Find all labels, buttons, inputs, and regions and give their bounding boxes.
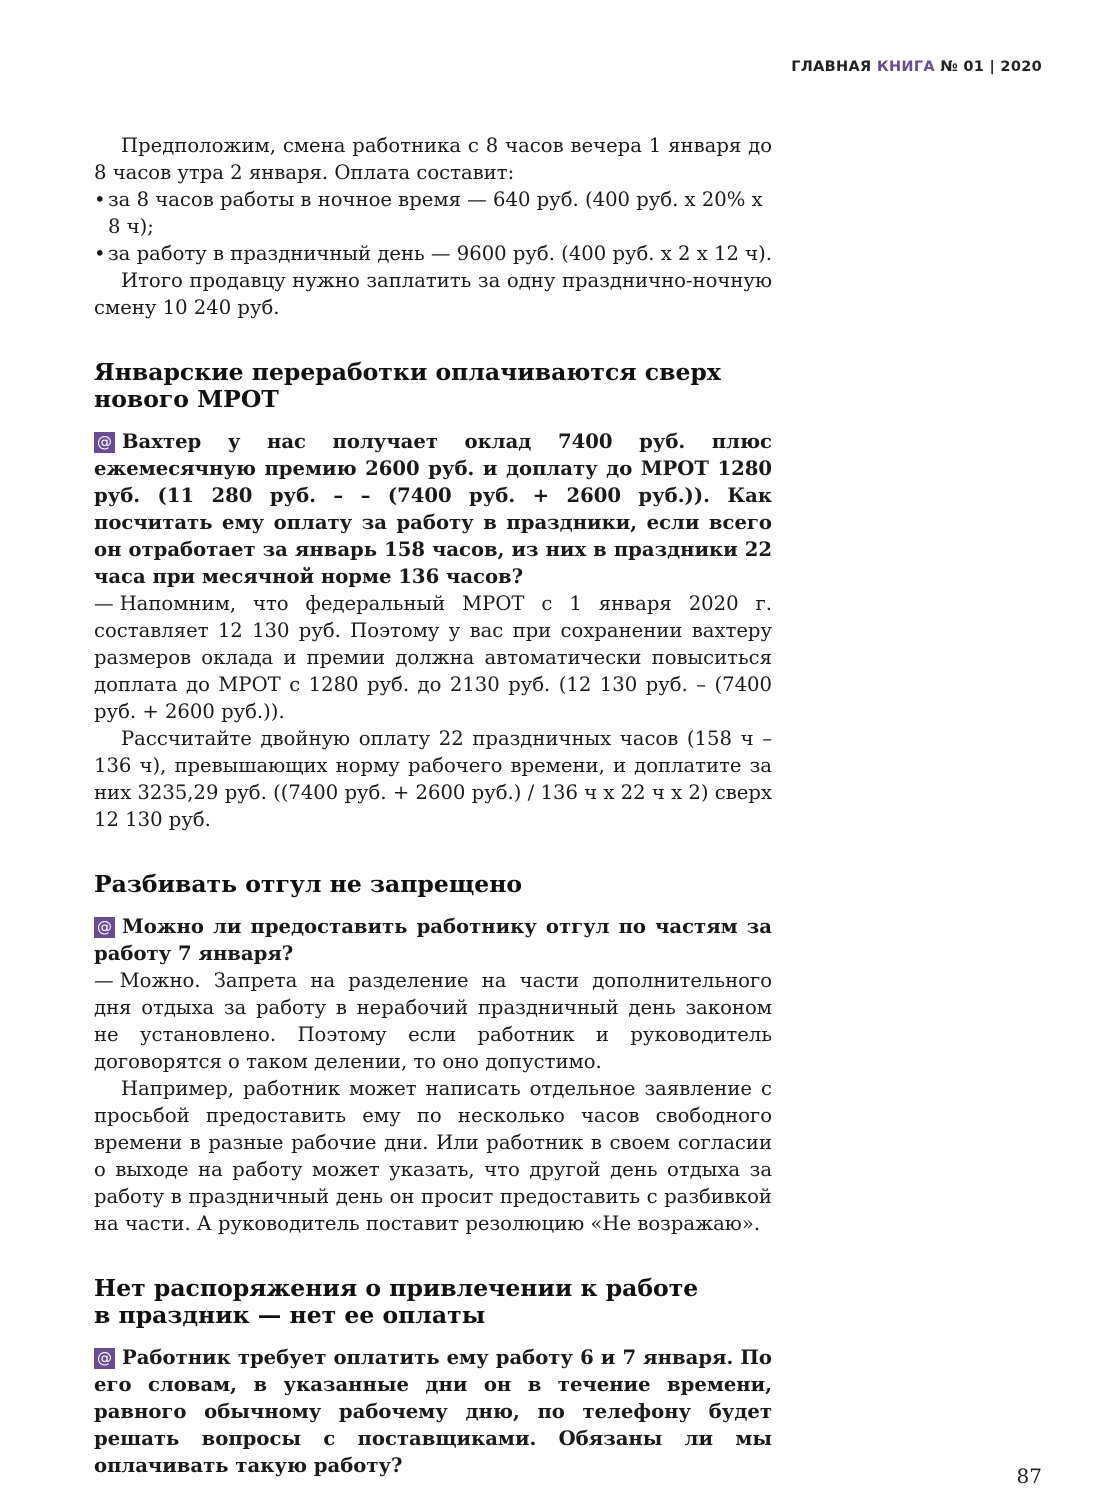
answer-text: Напомним, что федеральный МРОТ с 1 января 2020 г. составляет 12 130 руб. Поэтому у вас при сохранении вахтеру размеров оклада и премии должна автоматически повыситься доплата до МРОТ с 1280 руб. до 2130 руб. (12 130 руб. – (7400 руб. + 2600 руб.)). xyxy=(94,592,772,723)
heading-line: нового МРОТ xyxy=(94,385,279,413)
section-time-off xyxy=(94,871,772,1237)
intro-paragraph: Предположим, смена работника с 8 часов вечера 1 января до 8 часов утра 2 января. Оплата составит: xyxy=(94,134,772,184)
answer-paragraph: Рассчитайте двойную оплату 22 праздничных часов (158 ч – 136 ч), превышающих норму рабочего времени, и доплатите за них 3235,29 руб. ((7400 руб. + 2600 руб.) / 136 ч х 22 ч х 2) сверх 12 130 руб. xyxy=(94,727,772,831)
answer-dash: — xyxy=(94,969,114,992)
question-at-icon: @ xyxy=(94,432,115,453)
reader-question xyxy=(94,913,772,967)
answer-paragraph xyxy=(94,590,772,725)
reader-question xyxy=(94,428,772,590)
magazine-title: ГЛАВНАЯ xyxy=(791,59,872,75)
section-heading xyxy=(94,359,772,413)
intro-total-paragraph: Итого продавцу нужно заплатить за одну празднично-ночную смену 10 240 руб. xyxy=(94,269,772,319)
question-text: Работник требует оплатить ему работу 6 и 7 января. По его словам, в указанные дни он в течение времени, равного обычному рабочему дню, по телефону будет решать вопросы с поставщиками. Обязаны ли мы оплачивать такую работу? xyxy=(94,1346,772,1477)
answer-dash: — xyxy=(94,592,114,615)
answer-paragraph: Например, работник может написать отдельное заявление с просьбой предоставить ему по несколько часов свободного времени в разные рабочие дни. Или работник в своем согласии о выходе на работу может указать, что другой день отдыха за работу в праздничный день он просит предоставить с разбивкой на части. А руководитель поставит резолюцию «Не возражаю». xyxy=(94,1077,772,1235)
heading-line: Январские переработки оплачиваются сверх xyxy=(94,358,721,386)
section-heading: Разбивать отгул не запрещено xyxy=(94,870,523,898)
question-at-icon: @ xyxy=(94,1348,115,1369)
heading-line: в праздник — нет ее оплаты xyxy=(94,1301,486,1329)
question-text: Можно ли предоставить работнику отгул по частям за работу 7 января? xyxy=(94,915,772,965)
section-overtime xyxy=(94,359,772,833)
answer-paragraph xyxy=(94,967,772,1075)
page-number: 87 xyxy=(1016,1464,1042,1488)
reader-question xyxy=(94,1344,772,1479)
answer-text: Можно. Запрета на разделение на части дополнительного дня отдыха за работу в нерабочий праздничный день законом не установлено. Поэтому если работник и руководитель договорятся о таком делении, то оно допустимо. xyxy=(94,969,772,1073)
payment-list xyxy=(94,186,772,267)
article-body xyxy=(94,132,772,1479)
question-text: Вахтер у нас получает оклад 7400 руб. плюс ежемесячную премию 2600 руб. и доплату до МРОТ 1280 руб. (11 280 руб. – – (7400 руб. + 2600 руб.)). Как посчитать ему оплату за работу в праздники, если всего он отработает за январь 158 часов, из них в праздники 22 часа при месячной норме 136 часов? xyxy=(94,430,772,588)
section-heading xyxy=(94,1275,772,1329)
heading-line: Нет распоряжения о привлечении к работе xyxy=(94,1274,699,1302)
question-at-icon: @ xyxy=(94,917,115,938)
issue-number: № 01 | 2020 xyxy=(940,59,1042,75)
magazine-title-accent: КНИГА xyxy=(876,59,935,75)
list-item: • за 8 часов работы в ночное время — 640 руб. (400 руб. х 20% х 8 ч); xyxy=(94,186,772,240)
running-header xyxy=(791,59,1042,75)
section-no-order xyxy=(94,1275,772,1479)
list-item: • за работу в праздничный день — 9600 руб. (400 руб. х 2 х 12 ч). xyxy=(94,240,772,267)
